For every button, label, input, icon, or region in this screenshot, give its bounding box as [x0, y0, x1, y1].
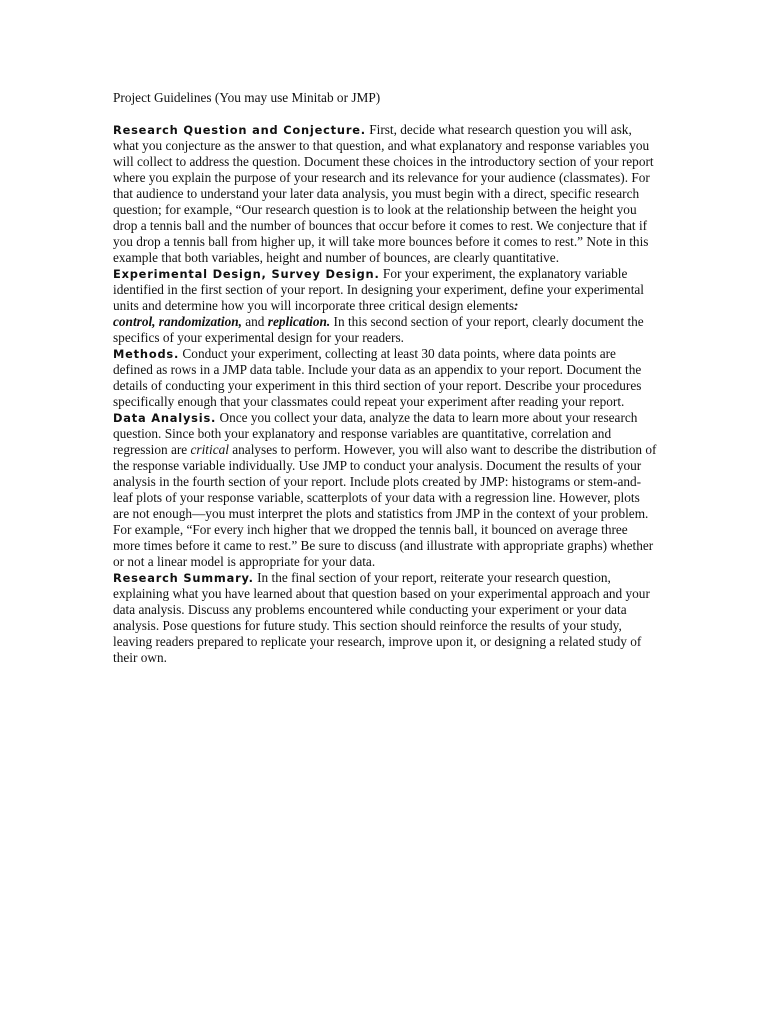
design-terms: control, randomization, — [113, 314, 242, 329]
section-heading: Experimental Design, Survey Design. — [113, 267, 380, 281]
section-data-analysis — [113, 410, 657, 570]
section-body: In the final section of your report, reiterate your research question, explaining what you have learned about that question based on your experimental approach and your data analysis. Discuss any problems encountered while conducting your experiment or your data analysis. Pose questions for future study. This section should reinforce the results of your study, leaving readers prepared to replicate your research, improve upon it, or designing a related study of their own. — [113, 570, 650, 665]
section-research-summary — [113, 570, 657, 666]
section-body: For your experiment, the explanatory variable identified in the first section of your report. In designing your experiment, define your experimental units and determine how you will incorporate three critical design elements — [113, 266, 644, 313]
section-heading: Data Analysis. — [113, 411, 217, 425]
section-body: First, decide what research question you will ask, what you conjecture as the answer to that question, and what explanatory and response variables you will collect to address the question. Document these choices in the introductory section of your report where you explain the purpose of your research and its relevance for your audience (classmates). For that audience to understand your later data analysis, you must begin with a direct, specific research question; for example, “Our research question is to look at the relationship between the height you drop a tennis ball and the number of bounces that occur before it comes to rest. We conjecture that if you drop a tennis ball from higher up, it will take more bounces before it comes to rest.” Note in this example that both variables, height and number of bounces, are clearly quantitative. — [113, 122, 654, 265]
section-research-question — [113, 122, 657, 266]
conjunction-text: and — [241, 314, 268, 329]
colon-mark: : — [514, 298, 519, 313]
section-body-continued: analyses to perform. However, you will also want to describe the distribution of the response variable individually. Use JMP to conduct your analysis. Document the results of your analysis in the fourth section of your report. Include plots created by JMP: histograms or stem-and-leaf plots of your response variable, scatterplots of your data with a regression line. However, plots are not enough—you must interpret the plots and statistics from JMP in the context of your problem. For example, “For every inch higher that we dropped the tennis ball, it bounced on average three more times before it came to rest.” Be sure to discuss (and illustrate with appropriate graphs) whether or not a linear model is appropriate for your data. — [113, 442, 657, 569]
emphasis-critical: critical — [190, 442, 229, 457]
design-term-replication: replication. — [267, 314, 331, 329]
section-heading: Methods. — [113, 347, 180, 361]
document-page — [113, 90, 657, 666]
section-experimental-design — [113, 266, 657, 346]
page-title: Project Guidelines (You may use Minitab or JMP) — [113, 90, 381, 105]
section-heading: Research Summary. — [113, 571, 254, 585]
section-body: Once you collect your data, analyze the data to learn more about your research question. Since both your explanatory and response variables are quantitative, correlation and regression are — [113, 410, 638, 457]
section-heading: Research Question and Conjecture. — [113, 123, 366, 137]
section-body: Conduct your experiment, collecting at least 30 data points, where data points are defined as rows in a JMP data table. Include your data as an appendix to your report. Document the details of conducting your experiment in this third section of your report. Describe your procedures specifically enough that your classmates could repeat your experiment after reading your report. — [113, 346, 642, 409]
section-methods — [113, 346, 657, 410]
section-body-continued: In this second section of your report, clearly document the specifics of your experimental design for your readers. — [113, 314, 644, 345]
